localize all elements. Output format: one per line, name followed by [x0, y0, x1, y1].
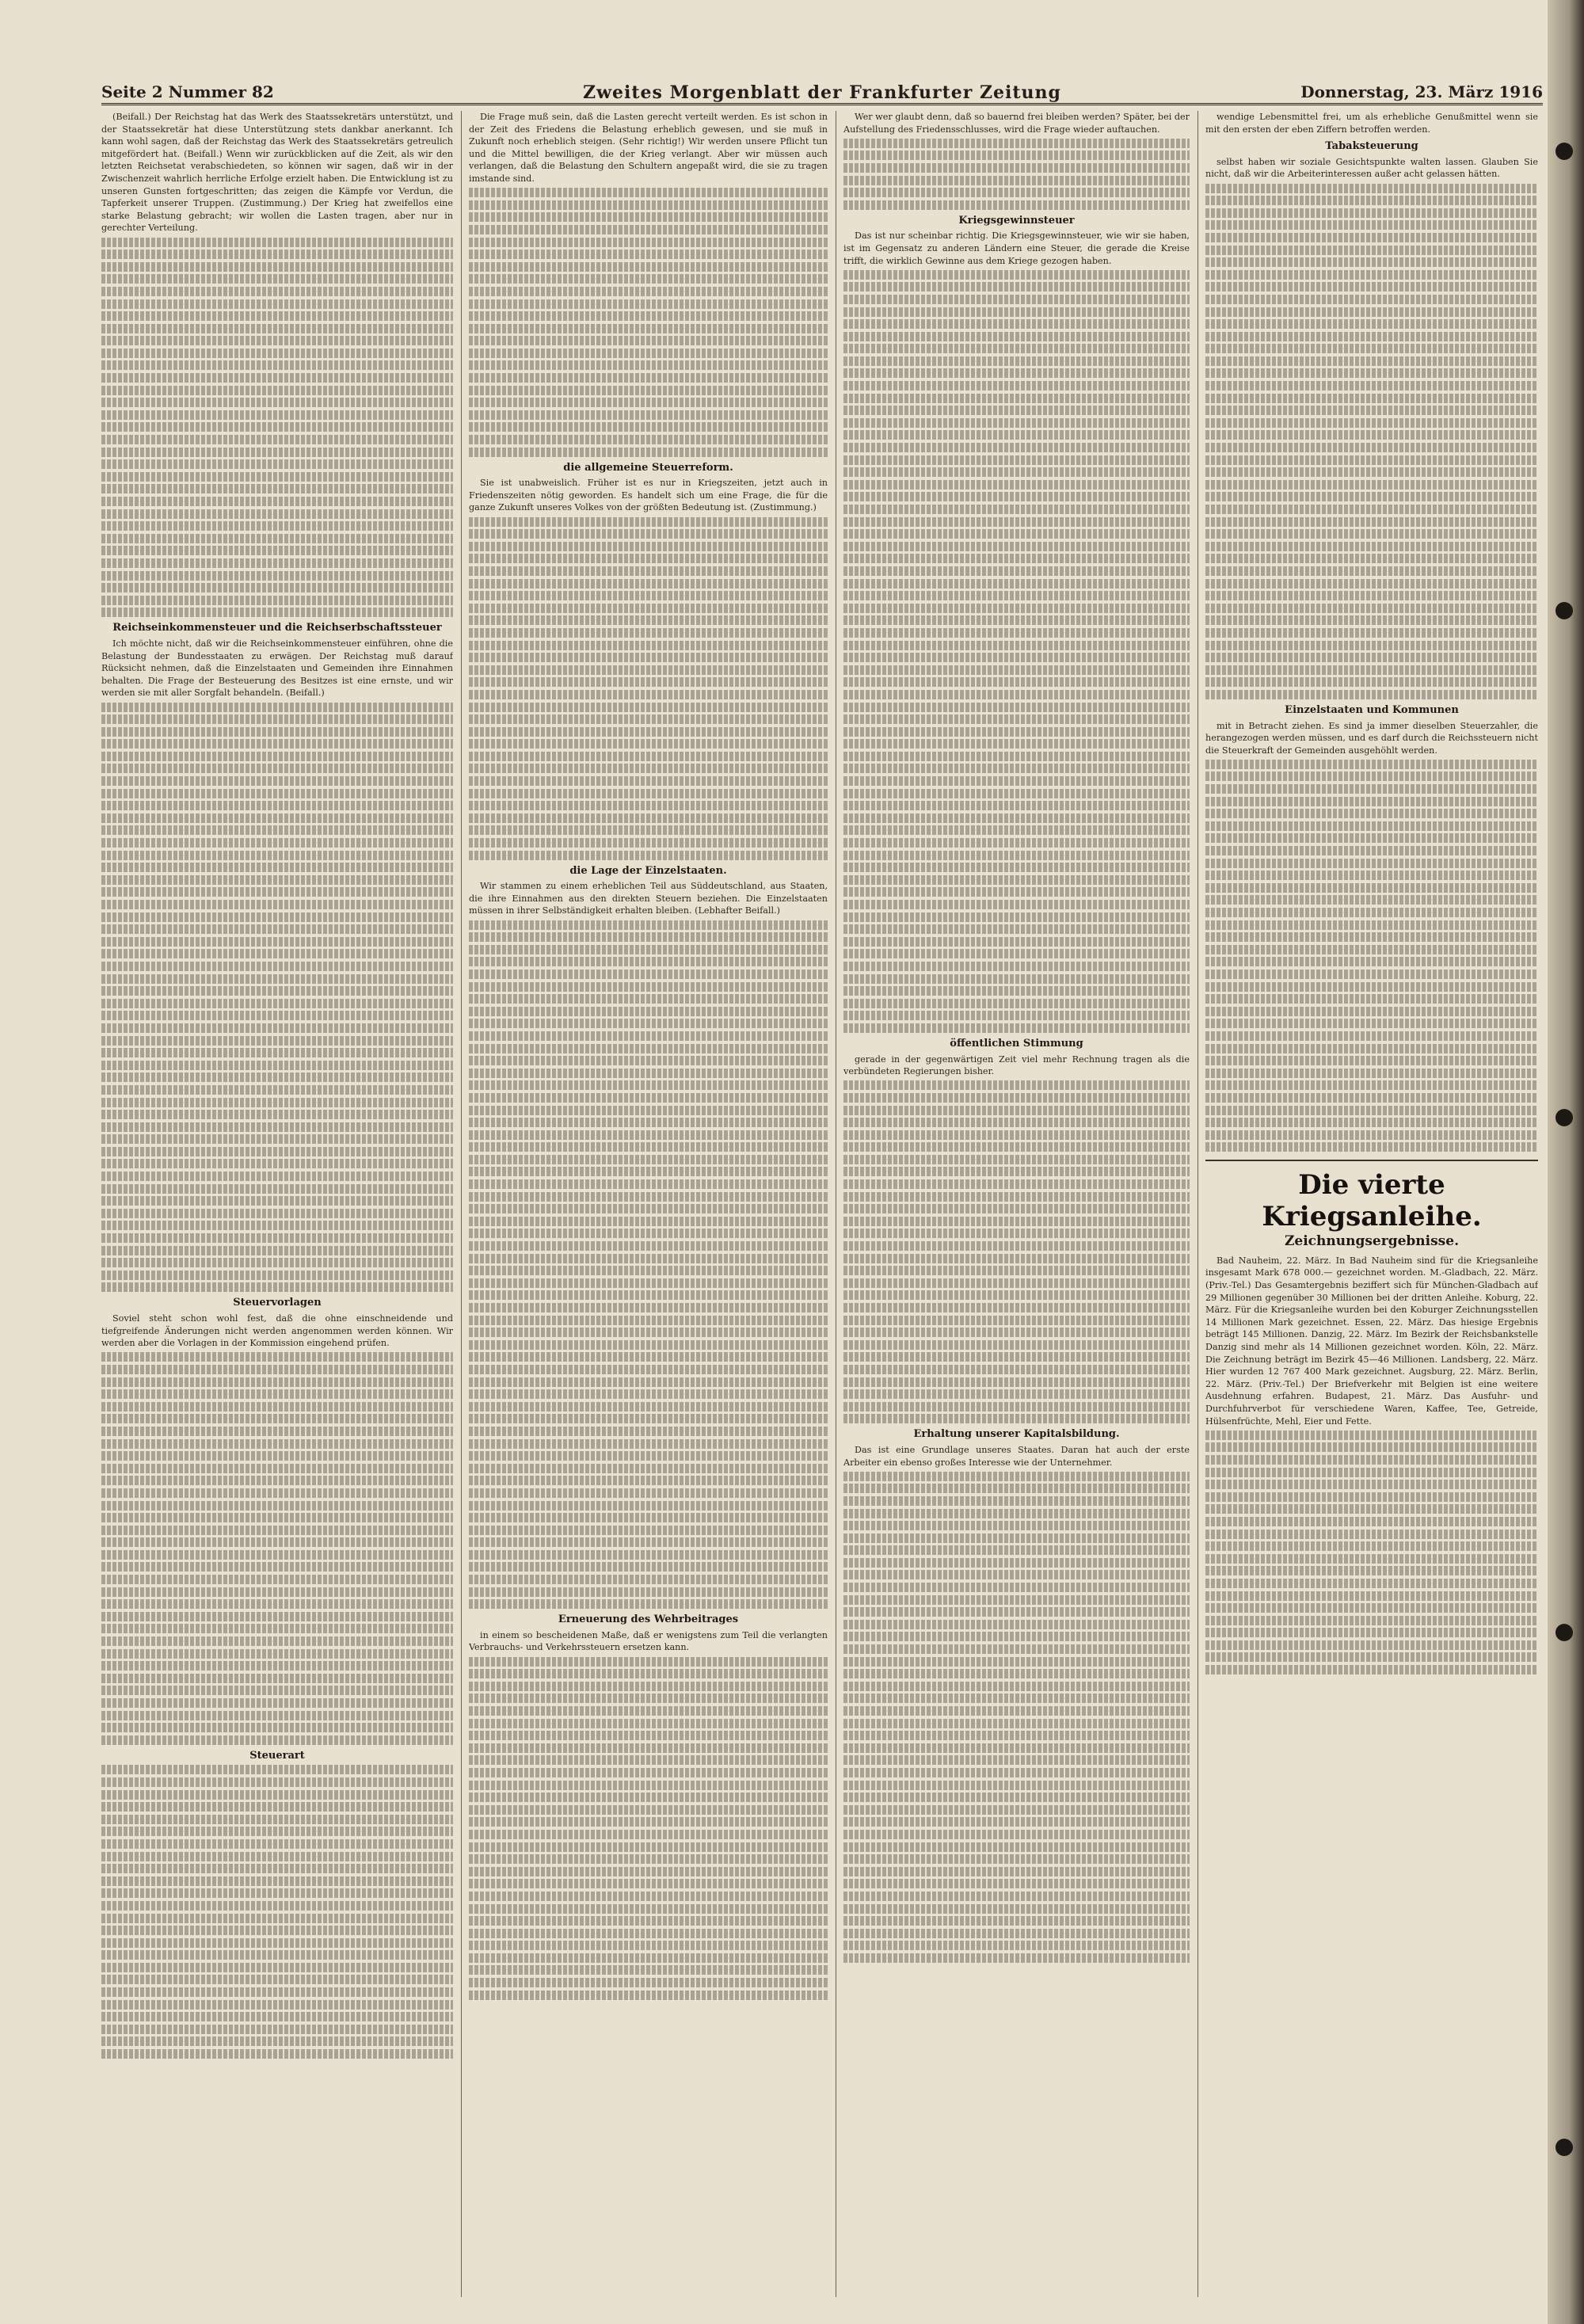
issue-date: Donnerstag, 23. März 1916 [1300, 82, 1543, 101]
section-heading: Reichseinkommensteuer und die Reichserbschaftssteuer [112, 622, 442, 634]
section-heading: Tabaksteuerung [1325, 140, 1418, 153]
article-text: Die Frage muß sein, daß die Lasten gerecht verteilt werden. Es ist schon in der Zeit des Friedens die Belastung erheblich gewesen, und sie muß in Zukunft noch erheblich steigen. (Sehr richtig!) Wir werden unsere Pflicht tun und die Mittel bewilligen, die der Krieg verlangt. Aber wir müssen auch verlangen, daß die Belastung den Schultern angepaßt wird, die sie zu tragen imstande sind. [469, 112, 828, 184]
article-text: Das ist nur scheinbar richtig. Die Kriegsgewinnsteuer, wie wir sie haben, ist im Gegensatz zu anderen Ländern eine Steuer, die gerade die Kreise trifft, die wirklich Gewinne aus dem Kriege gezogen haben. [843, 230, 1190, 266]
newspaper-title: Zweites Morgenblatt der Frankfurter Zeitung [583, 82, 1061, 103]
article-text: Ich möchte nicht, daß wir die Reichseinkommensteuer einführen, ohne die Belastung der Bundesstaaten zu erwägen. Der Reichstag muß darauf Rücksicht nehmen, daß die Einzelstaaten und Gemeinden ihre Einnahmen behalten. Die Frage der Besteuerung des Besitzes ist eine ernste, und wir werden sie mit aller Sorgfalt behandeln. (Beifall.) [101, 638, 453, 699]
article-subheadline: Zeichnungsergebnisse. [1285, 1233, 1459, 1250]
article-text: (Beifall.) Der Reichstag hat das Werk des Staatssekretärs unterstützt, und der Staatssekretär hat diese Unterstützung stets dankbar anerkannt. Ich kann wohl sagen, daß der Reichstag das Werk des Staatssekretärs getreulich mitgefördert hat. (Beifall.) Wenn wir zurückblicken auf die Zeit, als wir den letzten Reichsetat verabschiedeten, so können wir sagen, daß wir in der Zwischenzeit wahrlich herrliche Erfolge erzielt haben. Die Entwicklung ist zu unseren Gunsten fortgeschritten; das zeigen die Kämpfe vor Verdun, die Tapferkeit unserer Truppen. (Zustimmung.) Der Krieg hat zweifellos eine starke Belastung gebracht; wir wollen die Lasten tragen, aber nur in gerechter Verteilung. [101, 112, 453, 234]
article-text: selbst haben wir soziale Gesichtspunkte walten lassen. Glauben Sie nicht, daß wir die Arbeiterinteressen außer acht gelassen hätten. [1205, 156, 1538, 180]
section-heading: Einzelstaaten und Kommunen [1285, 703, 1459, 716]
page-number: Seite 2 Nummer 82 [101, 82, 274, 101]
section-heading: Erneuerung des Wehrbeitrages [558, 1613, 739, 1626]
section-heading: Erhaltung unserer Kapitalsbildung. [913, 1428, 1120, 1441]
section-heading: Kriegsgewinnsteuer [958, 214, 1075, 227]
article-text: Sie ist unabweislich. Früher ist es nur in Kriegszeiten, jetzt auch in Friedenszeiten nötig geworden. Es handelt sich um eine Frage, die für die ganze Zukunft unseres Volkes von der größten Bedeutung ist. (Zustimmung.) [469, 478, 828, 513]
column-1 [101, 111, 453, 2297]
page-header [101, 82, 1543, 105]
article-text: Wir stammen zu einem erheblichen Teil aus Süddeutschland, aus Staaten, die ihre Einnahmen aus den direkten Steuern beziehen. Die Einzelstaaten müssen in ihrer Selbständigkeit erhalten bleiben. (Lebhafter Beifall.) [469, 881, 828, 916]
article-headline: Die vierte Kriegsanleihe. [1205, 1160, 1538, 1232]
article-text: in einem so bescheidenen Maße, daß er wenigstens zum Teil die verlangten Verbrauchs- und Verkehrssteuern ersetzen kann. [469, 1629, 828, 1653]
article-text: mit in Betracht ziehen. Es sind ja immer dieselben Steuerzahler, die herangezogen werden müssen, und es darf durch die Reichssteuern nicht die Steuerkraft der Gemeinden ausgehöhlt werden. [1205, 720, 1538, 756]
section-heading: die Lage der Einzelstaaten. [569, 864, 727, 877]
column-rule [461, 111, 462, 2297]
column-4 [1205, 111, 1538, 2297]
binding-margin [1548, 0, 1584, 2324]
section-heading: Steuervorlagen [233, 1297, 322, 1309]
section-heading: öffentlichen Stimmung [950, 1037, 1083, 1050]
article-text: Bad Nauheim, 22. März. In Bad Nauheim sind für die Kriegsanleihe insgesamt Mark 678 000.— gezeichnet worden. M.-Gladbach, 22. März. (Priv.-Tel.) Das Gesamtergebnis beziffert sich für München-Gladbach auf 29 Millionen gegenüber 30 Millionen bei der dritten Anleihe. Koburg, 22. März. Für die Kriegsanleihe wurden bei den Koburger Zeichnungsstellen 14 Millionen Mark gezeichnet. Essen, 22. März. Das hiesige Ergebnis beträgt 145 Millionen. Danzig, 22. März. Im Bezirk der Reichsbankstelle Danzig sind mehr als 14 Millionen gezeichnet worden. Köln, 22. März. Die Zeichnung beträgt im Bezirk 45—46 Millionen. Landsberg, 22. März. Hier wurden 12 767 400 Mark gezeichnet. Augsburg, 22. März. Berlin, 22. März. (Priv.-Tel.) Der Briefverkehr mit Belgien ist eine weitere Ausdehnung erfahren. Budapest, 21. März. Das Ausfuhr- und Durchfuhrverbot für verschiedene Waren, Kaffee, Tee, Getreide, Hülsenfrüchte, Mehl, Eier und Fette. [1205, 1255, 1538, 1427]
section-heading: Steuerart [249, 1749, 305, 1762]
article-text: Wer wer glaubt denn, daß so bauernd frei bleiben werden? Später, bei der Aufstellung des Friedensschlusses, wird die Frage wieder auftauchen. [843, 112, 1190, 135]
column-2 [469, 111, 828, 2297]
column-3 [843, 111, 1190, 2297]
article-text: Soviel steht schon wohl fest, daß die ohne einschneidende und tiefgreifende Änderungen nicht werden angenommen werden können. Wir werden aber die Vorlagen in der Kommission eingehend prüfen. [101, 1313, 453, 1349]
article-text: wendige Lebensmittel frei, um als erhebliche Genußmittel wenn sie mit den ersten der eben Ziffern betroffen werden. [1205, 112, 1538, 135]
section-heading: die allgemeine Steuerreform. [563, 461, 733, 474]
article-text: gerade in der gegenwärtigen Zeit viel mehr Rechnung tragen als die verbündeten Regierungen bisher. [843, 1053, 1190, 1077]
article-text: Das ist eine Grundlage unseres Staates. Daran hat auch der erste Arbeiter ein ebenso großes Interesse wie der Unternehmer. [843, 1444, 1190, 1468]
